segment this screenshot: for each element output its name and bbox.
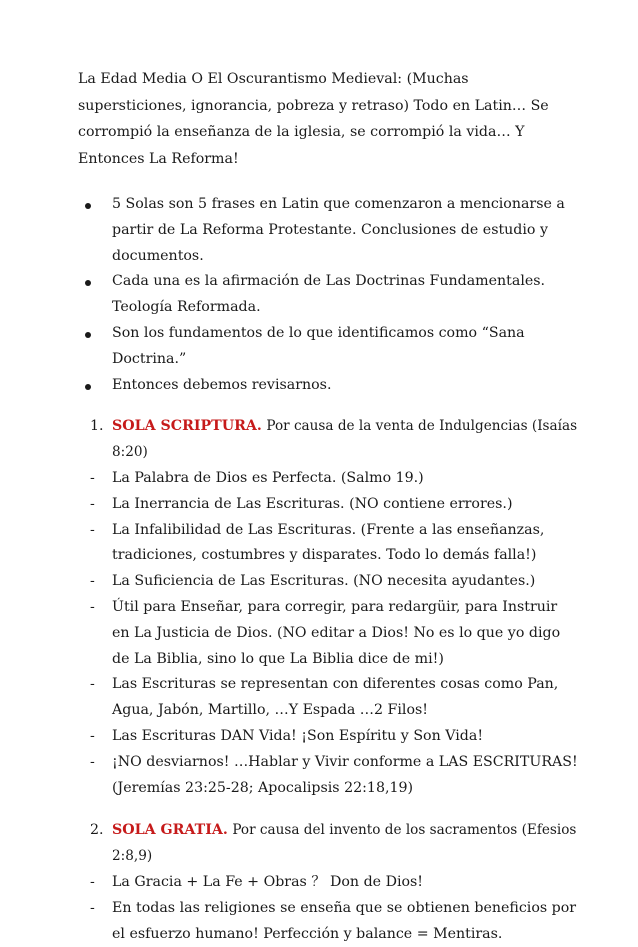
- list-item-text: Las Escrituras DAN Vida! ¡Son Espíritu y Son Vida!: [112, 727, 484, 744]
- list-item-text: La Gracia + La Fe + Obras ？ Don de Dios!: [112, 873, 424, 890]
- list-item: [78, 518, 578, 570]
- dash-list: [78, 466, 578, 801]
- dash-marker: -: [90, 495, 95, 512]
- bullet-dot-icon: [85, 332, 91, 338]
- dash-marker: -: [90, 598, 95, 615]
- list-item-text: La Suficiencia de Las Escrituras. (NO necesita ayudantes.): [112, 573, 536, 590]
- list-item-text: La Palabra de Dios es Perfecta. (Salmo 19.): [112, 469, 424, 486]
- section-subtitle: Por causa de la venta de Indulgencias (Isaías 8:20): [112, 418, 578, 461]
- dash-marker: -: [90, 573, 95, 590]
- bullet-text: Son los fundamentos de lo que identificamos como “Sana Doctrina.”: [112, 324, 525, 367]
- list-item-text: La Inerrancia de Las Escrituras. (NO contiene errores.): [112, 495, 513, 512]
- dash-list: [78, 870, 578, 947]
- dash-marker: -: [90, 873, 95, 890]
- dash-marker: -: [90, 727, 95, 744]
- bullet-text: Entonces debemos revisarnos.: [112, 376, 332, 393]
- dash-marker: -: [90, 899, 95, 916]
- section-sola-gratia: [78, 818, 578, 947]
- section-heading: [78, 414, 578, 466]
- list-item: [78, 896, 578, 947]
- list-item: [78, 870, 578, 896]
- list-item-text: En todas las religiones se enseña que se obtienen beneficios por el esfuerzo humano! Perfección y balance = Mentiras.: [112, 899, 577, 942]
- bullet-dot-icon: [85, 384, 91, 390]
- section-number: 2.: [90, 822, 104, 839]
- intro-paragraph: La Edad Media O El Oscurantismo Medieval: (Muchas supersticiones, ignorancia, pobreza y retraso) Todo en Latin… Se corrompió la enseñanza de la iglesia, se corrompió la vida… Y Entonces La Reforma!: [78, 71, 549, 167]
- bullet-list: [78, 192, 578, 398]
- list-item: [78, 569, 578, 595]
- dash-marker: -: [90, 676, 95, 693]
- bullet-item: [78, 192, 578, 269]
- bullet-dot-icon: [85, 203, 91, 209]
- list-item: [78, 672, 578, 724]
- section-title: SOLA GRATIA.: [112, 822, 228, 839]
- bullet-dot-icon: [85, 280, 91, 286]
- dash-marker: -: [90, 469, 95, 486]
- list-item: [78, 595, 578, 672]
- section-sola-scriptura: [78, 414, 578, 801]
- list-item: [78, 466, 578, 492]
- list-item-text: La Infalibilidad de Las Escrituras. (Frente a las enseñanzas, tradiciones, costumbres y disparates. Todo lo demás falla!): [112, 521, 545, 564]
- list-item-text: Útil para Enseñar, para corregir, para redargüir, para Instruir en La Justicia de Dios. (NO editar a Dios! No es lo que yo digo de La Biblia, sino lo que La Biblia dice de mi!): [112, 598, 561, 667]
- dash-marker: -: [90, 521, 95, 538]
- list-item: [78, 724, 578, 750]
- section-number: 1.: [90, 418, 104, 435]
- list-item: [78, 750, 578, 802]
- bullet-text: Cada una es la afirmación de Las Doctrinas Fundamentales. Teología Reformada.: [112, 273, 546, 316]
- bullet-item: [78, 269, 578, 321]
- bullet-item: [78, 321, 578, 373]
- section-title: SOLA SCRIPTURA.: [112, 418, 262, 435]
- list-item-text: ¡NO desviarnos! …Hablar y Vivir conforme a LAS ESCRITURAS! (Jeremías 23:25-28; Apocalipsis 22:18,19): [112, 753, 578, 796]
- section-heading: [78, 818, 578, 870]
- document-page: [78, 66, 578, 947]
- section-subtitle: Por causa del invento de los sacramentos (Efesios 2:8,9): [112, 822, 577, 865]
- bullet-text: 5 Solas son 5 frases en Latin que comenzaron a mencionarse a partir de La Reforma Protestante. Conclusiones de estudio y documentos.: [112, 196, 565, 264]
- bullet-item: [78, 373, 578, 399]
- list-item: [78, 492, 578, 518]
- dash-marker: -: [90, 753, 95, 770]
- list-item-text: Las Escrituras se representan con diferentes cosas como Pan, Agua, Jabón, Martillo, …Y Espada …2 Filos!: [112, 676, 559, 719]
